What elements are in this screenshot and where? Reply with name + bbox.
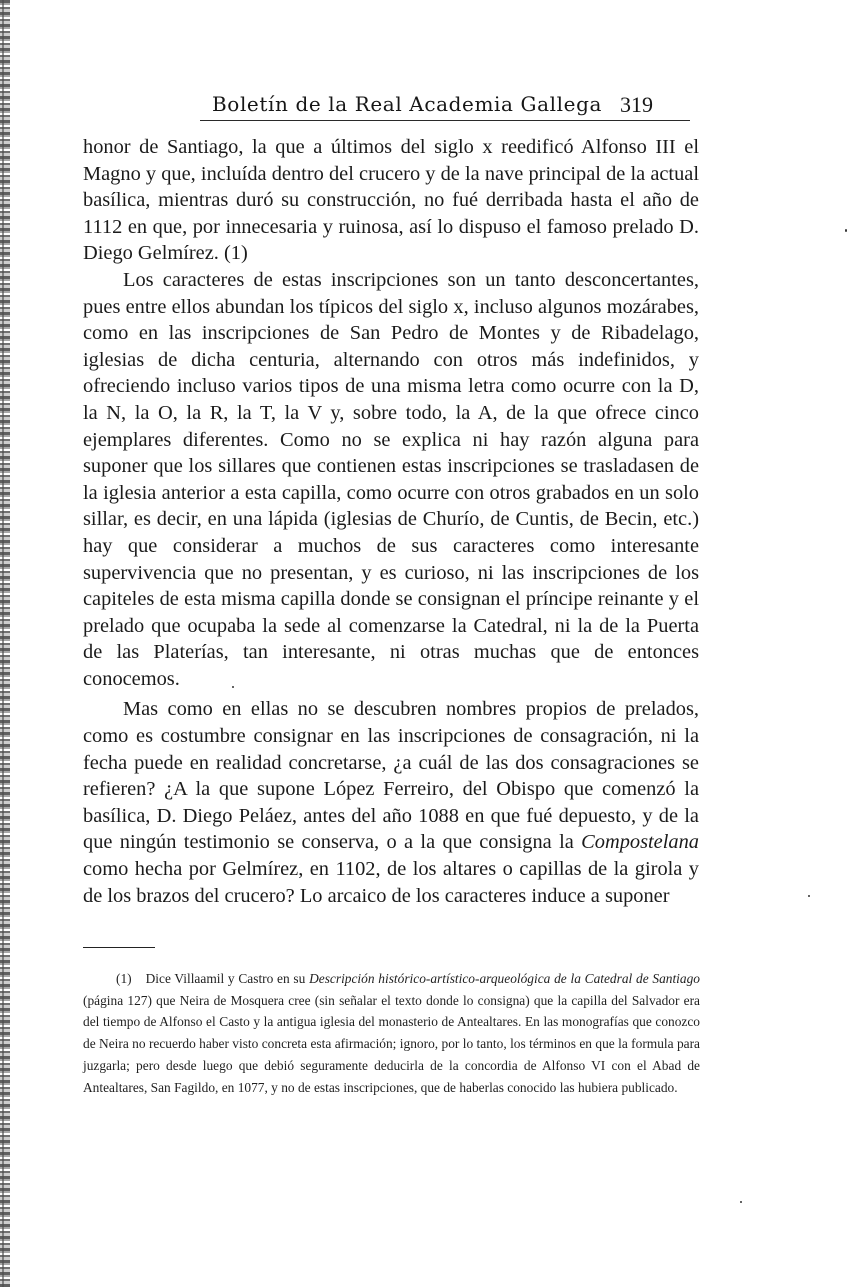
header-rule: [200, 120, 690, 121]
paragraph-1: honor de Santiago, la que a últimos del siglo x reedificó Alfonso III el Magno y que, incluída dentro del crucero y de la nave principal de la actual basílica, mientras duró su construcción, no fué derribada hasta el año de 1112 en que, por innecesaria y ruinosa, así lo dispuso el famoso prelado D. Diego Gelmírez. (1): [83, 136, 699, 265]
paragraph-3-end: como hecha por Gelmírez, en 1102, de los altares o capillas de la girola y de los brazos del crucero? Lo arcaico de los caracteres induce a suponer: [83, 858, 699, 907]
page-header: [200, 88, 690, 124]
scan-speck: [232, 686, 234, 688]
scan-speck: [845, 229, 847, 232]
footnote-1: [83, 968, 700, 1098]
footnote-rule: [83, 947, 155, 948]
scan-speck: [808, 895, 810, 897]
footnote-text-a: Dice Villaamil y Castro en su: [145, 971, 306, 986]
footnote-mark: (1): [116, 971, 132, 986]
scan-speck: [740, 1201, 742, 1203]
paragraph-2: Los caracteres de estas inscripciones son un tanto desconcertantes, pues entre ellos abundan los típicos del siglo x, incluso algunos mozárabes, como en las inscripciones de San Pedro de Montes y de Ribadelago, iglesias de dicha centuria, alternando con otros más indefinidos, y ofreciendo incluso varios tipos de una misma letra como ocurre con la D, la N, la O, la R, la T, la V y, sobre todo, la A, de la que ofrece cinco ejemplares diferentes. Como no se explica ni hay razón alguna para suponer que los sillares que contienen estas inscripciones se trasladasen de la iglesia anterior a esta capilla, como ocurre con otros grabados en un solo sillar, es decir, en una lápida (iglesias de Churío, de Cuntis, de Becin, etc.) hay que considerar a muchos de sus caracteres como interesante supervivencia que no presentan, y es curioso, ni las inscripciones de los capiteles de esta misma capilla donde se consignan el príncipe reinante y el prelado que ocupaba la sede al comenzarse la Catedral, ni la de la Puerta de las Platerías, tan interesante, ni otras muchas que de entonces conocemos.: [83, 268, 699, 690]
paragraph-3: [83, 696, 699, 909]
footnotes: [83, 968, 700, 1098]
body-text: [83, 134, 699, 909]
running-title: Boletín de la Real Academia Gallega: [212, 92, 602, 116]
paragraph-3-start: Mas como en ellas no se descubren nombres propios de prelados, como es costumbre consignar en las inscripciones de consagración, ni la fecha puede en realidad concretarse, ¿a cuál de las dos consagraciones se refieren? ¿A la que supone López Ferreiro, del Obispo que comenzó la basílica, D. Diego Peláez, antes del año 1088 en que fué depuesto, y de la que ningún testimonio se conserva, o a la que consigna la: [83, 698, 699, 854]
page-number: 319: [620, 92, 653, 117]
binding-edge: [0, 0, 10, 1287]
footnote-text-b: (página 127) que Neira de Mosquera cree (sin señalar el texto donde lo consigna) que la capilla del Salvador era del tiempo de Alfonso el Casto y la antigua iglesia del monasterio de Antealtares. En las monografías que conozco de Neira no recuerdo haber visto concreta esta afirmación; ignoro, por lo tanto, los términos en que la formula para juzgarla; pero desde luego que debió seguramente deducirla de la concordia de Alfonso VI con el Abad de Antealtares, San Fagildo, en 1077, y no de estas inscripciones, que de haberlas conocido las hubiera publicado.: [83, 992, 700, 1095]
paragraph-3-italic: Compostelana: [581, 831, 699, 854]
footnote-title: Descripción histórico-artístico-arqueológica de la Catedral de Santiago: [309, 971, 700, 986]
